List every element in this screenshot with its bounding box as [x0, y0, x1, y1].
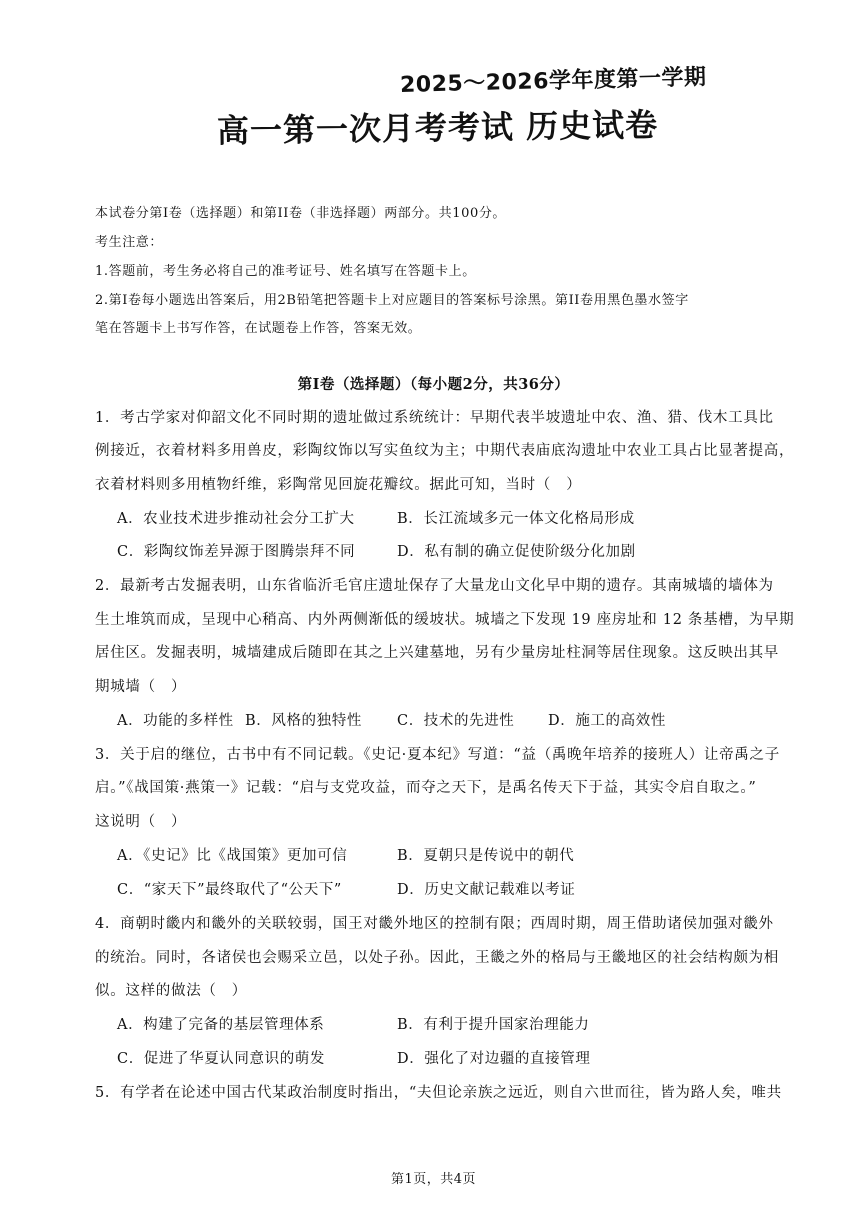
question-text: 1．考古学家对仰韶文化不同时期的遗址做过系统统计：早期代表半坡遗址中农、渔、猎、伐木工具比: [95, 410, 774, 426]
intro-text: 本试卷分第Ⅰ卷（选择题）和第ⅠⅠ卷（非选择题）两部分。共100分。: [95, 206, 507, 221]
option-d: D．历史文献记载难以考证: [397, 882, 576, 898]
exam-title: 高一第一次月考考试 历史试卷: [216, 105, 659, 150]
option-c: C．彩陶纹饰差异源于图腾崇拜不同: [117, 544, 356, 560]
question-text: 居住区。发掘表明，城墙建成后随即在其之上兴建墓地，另有少量房址柱洞等居住现象。这反映出其早: [95, 645, 779, 661]
page-number: 第1页，共4页: [390, 1172, 477, 1187]
question-text: 期城墙（ ）: [95, 679, 187, 695]
option-c: C．技术的先进性: [397, 713, 515, 729]
option-a: A．《史记》比《战国策》更加可信: [117, 848, 348, 864]
option-c: C．促进了华夏认同意识的萌发: [117, 1051, 325, 1067]
question-text: 4．商朝时畿内和畿外的关联较弱，国王对畿外地区的控制有限；西周时期，周王借助诸侯加强对畿外: [95, 916, 774, 932]
notice-item: 2.第Ⅰ卷每小题选出答案后，用2B铅笔把答题卡上对应题目的答案标号涂黑。第ⅠⅠ卷用黑色墨水签字: [95, 293, 689, 308]
section-heading: 第Ⅰ卷（选择题）（每小题2分，共36分）: [297, 376, 570, 393]
option-b: B．有利于提升国家治理能力: [397, 1017, 590, 1033]
question-text: 启。”《战国策·燕策一》记载：“启与支党攻益，而夺之天下，是禹名传天下于益，其实令启自取之。”: [95, 780, 757, 796]
option-a: A．农业技术进步推动社会分工扩大: [117, 511, 355, 527]
notice-item: 1.答题前，考生务必将自己的准考证号、姓名填写在答题卡上。: [95, 264, 476, 279]
option-b: B．长江流域多元一体文化格局形成: [397, 511, 635, 527]
question-text: 例接近，衣着材料多用兽皮，彩陶纹饰以写实鱼纹为主；中期代表庙底沟遗址中农业工具占比显著提高，: [95, 443, 795, 459]
option-b: B．风格的独特性: [245, 713, 362, 729]
option-b: B．夏朝只是传说中的朝代: [397, 848, 575, 864]
option-a: A．功能的多样性: [117, 713, 234, 729]
question-text: 3．关于启的继位，古书中有不同记载。《史记·夏本纪》写道：“益（禹晚年培养的接班人）让帝禹之子: [95, 747, 780, 763]
option-c: C．“家天下”最终取代了“公天下”: [117, 882, 342, 898]
question-text: 生土堆筑而成，呈现中心稍高、内外两侧渐低的缓坡状。城墙之下发现 19 座房址和 12 条基槽，为早期: [95, 612, 795, 628]
option-d: D．施工的高效性: [548, 713, 666, 729]
question-text: 5．有学者在论述中国古代某政治制度时指出，“夫但论亲族之远近，则自六世而往，皆为路人矣，唯共: [95, 1085, 782, 1101]
question-text: 的统治。同时，各诸侯也会赐采立邑，以处子孙。因此，王畿之外的格局与王畿地区的社会结构颇为相: [95, 950, 779, 966]
question-text: 这说明（ ）: [95, 814, 187, 830]
term-heading: 2025～2026学年度第一学期: [399, 64, 707, 98]
notice-heading: 考生注意：: [95, 235, 164, 250]
option-d: D．强化了对边疆的直接管理: [397, 1051, 591, 1067]
question-text: 衣着材料则多用植物纤维，彩陶常见回旋花瓣纹。据此可知，当时（ ）: [95, 477, 582, 493]
question-text: 2．最新考古发掘表明，山东省临沂毛官庄遗址保存了大量龙山文化早中期的遗存。其南城墙的墙体为: [95, 578, 774, 594]
option-a: A．构建了完备的基层管理体系: [117, 1017, 325, 1033]
question-text: 似。这样的做法（ ）: [95, 983, 247, 999]
notice-item-continued: 笔在答题卡上书写作答，在试题卷上作答，答案无效。: [95, 321, 422, 336]
option-d: D．私有制的确立促使阶级分化加剧: [397, 544, 636, 560]
